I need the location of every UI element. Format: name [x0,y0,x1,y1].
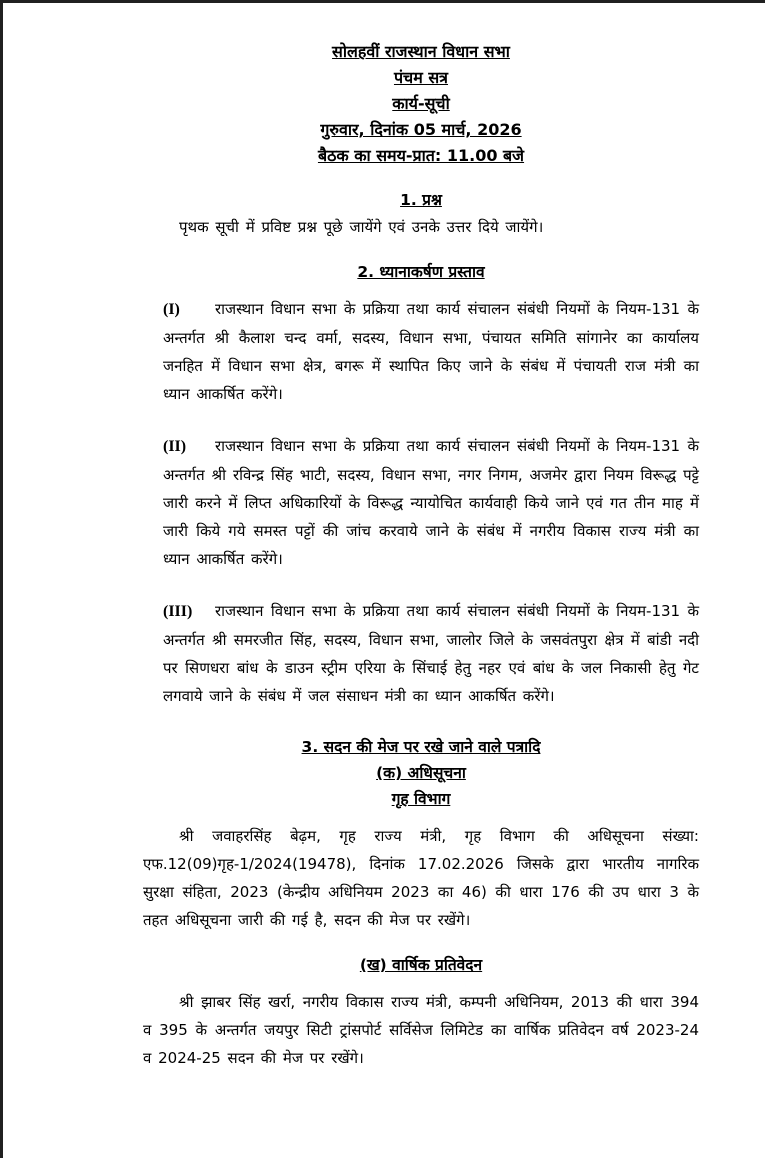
section-title: 3. सदन की मेज पर रखे जाने वाले पत्रादि [301,738,541,756]
subsection-title: (ख) वार्षिक प्रतिवेदन [359,956,483,974]
notification-text: श्री जवाहरसिंह बेढ़म, गृह राज्य मंत्री, गृह विभाग की अधिसूचना संख्या: एफ.12(09)गृह-1/2024(19478), दिनांक 17.02.2026 जिसके द्वारा भारतीय नागरिक सुरक्षा संहिता, 2023 (केन्द्रीय अधिनियम 2023 का 46) की धारा 176 की उप धारा 3 के तहत अधिसूचना जारी की गई है, सदन की मेज पर रखेंगे। [143,827,699,929]
item-label: (II) [163,438,187,455]
section-title: 1. प्रश्न [400,191,442,209]
item-text: राजस्थान विधान सभा के प्रक्रिया तथा कार्य संचालन संबंधी नियमों के नियम-131 के अन्तर्गत श्री कैलाश चन्द वर्मा, सदस्य, विधान सभा, पंचायत समिति सांगानेर का कार्यालय जनहित में विधान सभा क्षेत्र, बगरू में स्थापित किए जाने के संबंध में पंचायती राज मंत्री का ध्यान आकर्षित करेंगे। [163,300,699,403]
agenda-content [143,39,699,1072]
item-text: राजस्थान विधान सभा के प्रक्रिया तथा कार्य संचालन संबंधी नियमों के नियम-131 के अन्तर्गत श्री समरजीत सिंह, सदस्य, विधान सभा, जालोर जिले के जसवंतपुरा क्षेत्र में बांडी नदी पर सिणधरा बांध के डाउन स्ट्रीम एरिया के सिंचाई हेतु नहर एवं बांध के जल निकासी हेतु गेट लगवाये जाने के संबंध में जल संसाधन मंत्री का ध्यान आकर्षित करेंगे। [163,602,699,705]
session-title: पंचम सत्र [393,68,449,87]
motion-item [163,295,699,408]
section-title: 2. ध्यानाकर्षण प्रस्ताव [357,263,485,281]
section-questions [143,187,699,241]
item-text: राजस्थान विधान सभा के प्रक्रिया तथा कार्य संचालन संबंधी नियमों के नियम-131 के अन्तर्गत श्री रविन्द्र सिंह भाटी, सदस्य, विधान सभा, नगर निगम, अजमेर द्वारा नियम विरूद्ध पट्टे जारी करने में लिप्त अधिकारियों के विरूद्ध न्यायोचित कार्यवाही किये जाने एवं गत तीन माह में जारी किये गये समस्त पट्टों की जांच करवाये जाने के संबंध में नगरीय विकास राज्य मंत्री का ध्यान आकर्षित करेंगे। [163,437,699,568]
section-papers-laid [143,734,699,1072]
document-page [3,3,765,1158]
department-title: गृह विभाग [391,790,451,808]
motion-item [163,597,699,710]
document-header [143,39,699,169]
agenda-title: कार्य-सूची [392,94,450,113]
sitting-time: बैठक का समय-प्रात: 11.00 बजे [317,146,525,165]
section-calling-attention [143,259,699,710]
agenda-date: गुरुवार, दिनांक 05 मार्च, 2026 [320,120,522,139]
item-label: (I) [163,301,180,318]
item-label: (III) [163,603,193,620]
motion-item [163,432,699,573]
annual-report-text: श्री झाबर सिंह खर्रा, नगरीय विकास राज्य मंत्री, कम्पनी अधिनियम, 2013 की धारा 394 व 395 के अन्तर्गत जयपुर सिटी ट्रांसपोर्ट सर्विसेज लिमिटेड का वार्षिक प्रतिवेदन वर्ष 2023-24 व 2024-25 सदन की मेज पर रखेंगे। [143,993,699,1067]
assembly-title: सोलहवीं राजस्थान विधान सभा [332,42,510,61]
section-text: पृथक सूची में प्रविष्ट प्रश्न पूछे जायेंगे एवं उनके उत्तर दिये जायेंगे। [179,218,544,236]
subsection-title: (क) अधिसूचना [376,764,466,782]
